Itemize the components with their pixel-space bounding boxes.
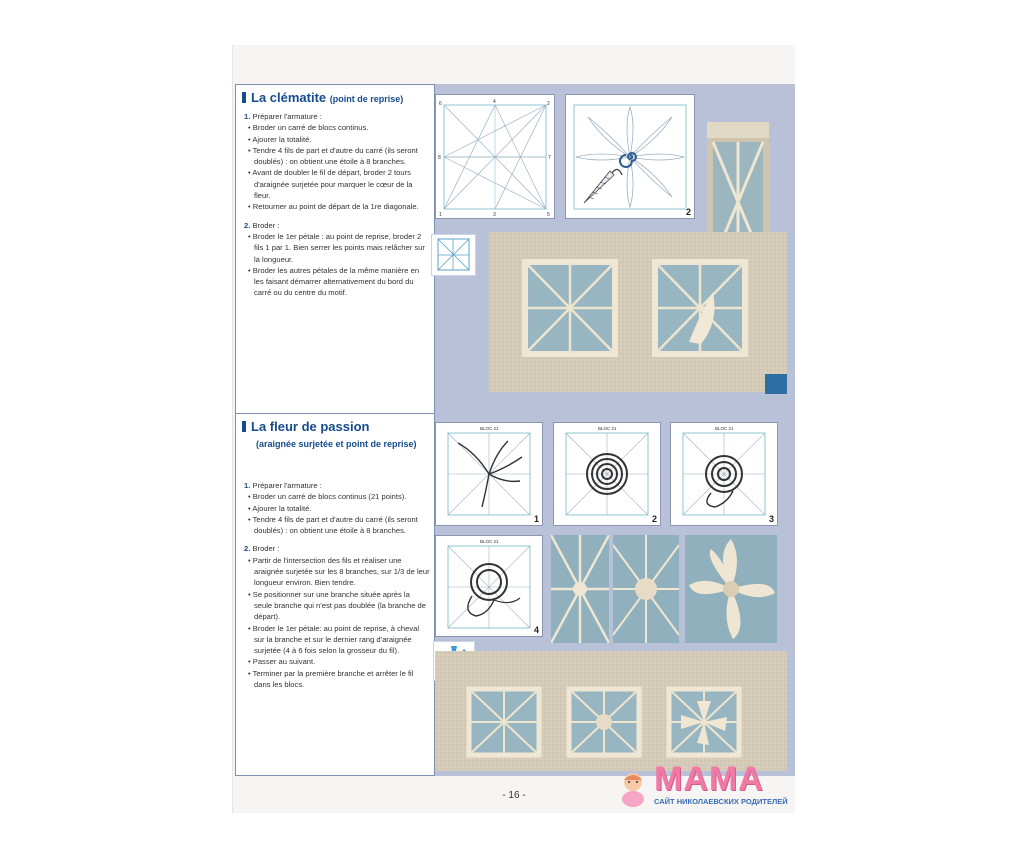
step-number: 1.: [244, 481, 251, 490]
list-item: • Broder le 1er pétale: au point de reprise, à cheval sur la branche et sur le dernier rang d'araignée surjetée (4 à 6 fois selon la grosseur du fil).: [248, 623, 420, 656]
step-2-heading: [244, 543, 430, 554]
list-item: • Tendre 4 fils de part et d'autre du carré (ils seront doublés) : on obtient une étoile à 8 branches.: [248, 514, 418, 536]
list-item: • Avant de doubler le fil de départ, broder 2 tours d'araignée surjetée pour marquer le cœur de la fleur.: [248, 168, 413, 201]
instructions-box: [235, 413, 435, 776]
title-marker: [242, 421, 246, 432]
site-logo: [614, 760, 794, 812]
step-number: 2.: [244, 220, 251, 230]
logo-tagline: САЙТ НИКОЛАЕВСКИХ РОДИТЕЛЕЙ: [654, 797, 788, 806]
step-3-svg: [671, 423, 777, 525]
list-item: • Broder un carré de blocs continus (21 points).: [248, 492, 407, 502]
photo-spider-closeup: [551, 535, 609, 643]
bloc-label: BLOC 21: [715, 426, 734, 431]
photo-web-closeup: [613, 535, 679, 643]
step-heading: Préparer l'armature :: [252, 481, 322, 490]
flower-closeup-svg: [685, 535, 777, 643]
instructions-text: [244, 480, 430, 690]
diagram-label: 2: [547, 101, 550, 107]
page-number: - 16 -: [502, 790, 526, 801]
passion-embroidery-svg: [435, 651, 787, 771]
diagram-label: 4: [493, 99, 496, 105]
photo-clematite-embroidery: [489, 232, 787, 392]
figure-number: 2: [651, 514, 657, 524]
step-4-svg: [436, 536, 542, 636]
armature-svg: [436, 95, 554, 218]
figure-number: 2: [685, 207, 691, 217]
instructions-box: [235, 84, 435, 438]
step-1-svg: [436, 423, 542, 525]
step-1-heading: [244, 111, 430, 122]
armature-diagram: [435, 94, 555, 219]
step-2-svg: [554, 423, 660, 525]
diagram-step-1: [435, 422, 543, 526]
list-item: • Passer au suivant.: [248, 657, 316, 667]
diagram-label: 7: [548, 155, 551, 161]
diagram-label: 5: [547, 212, 550, 218]
list-item: • Broder un carré de blocs continus.: [248, 123, 369, 133]
petal-svg: [566, 95, 694, 218]
list-item: • Ajourer la totalité.: [248, 503, 312, 513]
step-heading: Broder :: [252, 544, 280, 554]
section-title: [242, 90, 403, 105]
diagram-step-4: [435, 535, 543, 637]
motif-thumbnail: [431, 234, 476, 276]
thumbnail-svg: [432, 235, 475, 275]
bloc-label: BLOC 21: [480, 539, 499, 544]
section-title: [242, 419, 369, 434]
diagram-step-3: [670, 422, 778, 526]
list-item: • Retourner au point de départ de la 1re diagonale.: [248, 202, 419, 212]
step-number: 2.: [244, 544, 251, 554]
list-item: • Partir de l'intersection des fils et réaliser une araignée surjetée sur les 8 branches, sur 1/3 de leur longueur environ. Bien tendre.: [248, 555, 430, 588]
diagram-label: 6: [439, 101, 442, 107]
list-item: • Tendre 4 fils de part et d'autre du carré (ils seront doublés) : on obtient une étoile à 8 branches.: [248, 145, 418, 167]
title-note: (point de reprise): [329, 94, 404, 104]
diagram-label: 3: [493, 212, 496, 218]
corner-square: [765, 374, 787, 394]
list-item: • Broder les autres pétales de la même manière en les faisant démarrer alternativement du bord du carré ou du centre du motif.: [248, 265, 420, 298]
figure-number: 4: [533, 625, 539, 635]
photo-passion-flower-embroidery: [435, 651, 787, 771]
baby-icon: [616, 770, 650, 808]
bloc-label: BLOC 21: [480, 426, 499, 431]
diagram-label: 8: [438, 155, 441, 161]
photo-flower-closeup: [685, 535, 777, 643]
embroidery-svg: [489, 232, 787, 392]
diagram-label: 1: [439, 212, 442, 218]
section-fleur-de-passion: [233, 413, 795, 776]
step-heading: Préparer l'armature :: [252, 112, 322, 121]
logo-text: MAMA: [654, 760, 764, 798]
list-item: • Terminer par la première branche et arrêter le fil dans les blocs.: [248, 668, 414, 690]
section-clematite: [233, 84, 795, 438]
figure-number: 3: [768, 514, 774, 524]
step-number: 1.: [244, 112, 251, 121]
title-text: La clématite: [251, 90, 327, 105]
petal-diagram: [565, 94, 695, 219]
figure-number: 1: [533, 514, 539, 524]
instructions-text: [244, 111, 430, 299]
list-item: • Broder le 1er pétale : au point de reprise, broder 2 fils 1 par 1. Bien serrer les points mais relâcher sur la longueur.: [248, 231, 425, 264]
web-svg: [613, 535, 679, 643]
step-1-heading: [244, 480, 430, 491]
spider-svg: [551, 535, 609, 643]
book-page: [232, 45, 795, 813]
step-heading: Broder :: [252, 220, 280, 230]
section-subtitle: (araignée surjetée et point de reprise): [256, 439, 417, 449]
step-2-heading: [244, 220, 430, 231]
list-item: • Se positionner sur une branche située après la seule branche qui n'est pas doublée (la branche de départ).: [248, 589, 427, 622]
title-marker: [242, 92, 246, 103]
bloc-label: BLOC 21: [598, 426, 617, 431]
title-text: La fleur de passion: [251, 419, 370, 434]
diagram-step-2: [553, 422, 661, 526]
list-item: • Ajourer la totalité.: [248, 134, 312, 144]
